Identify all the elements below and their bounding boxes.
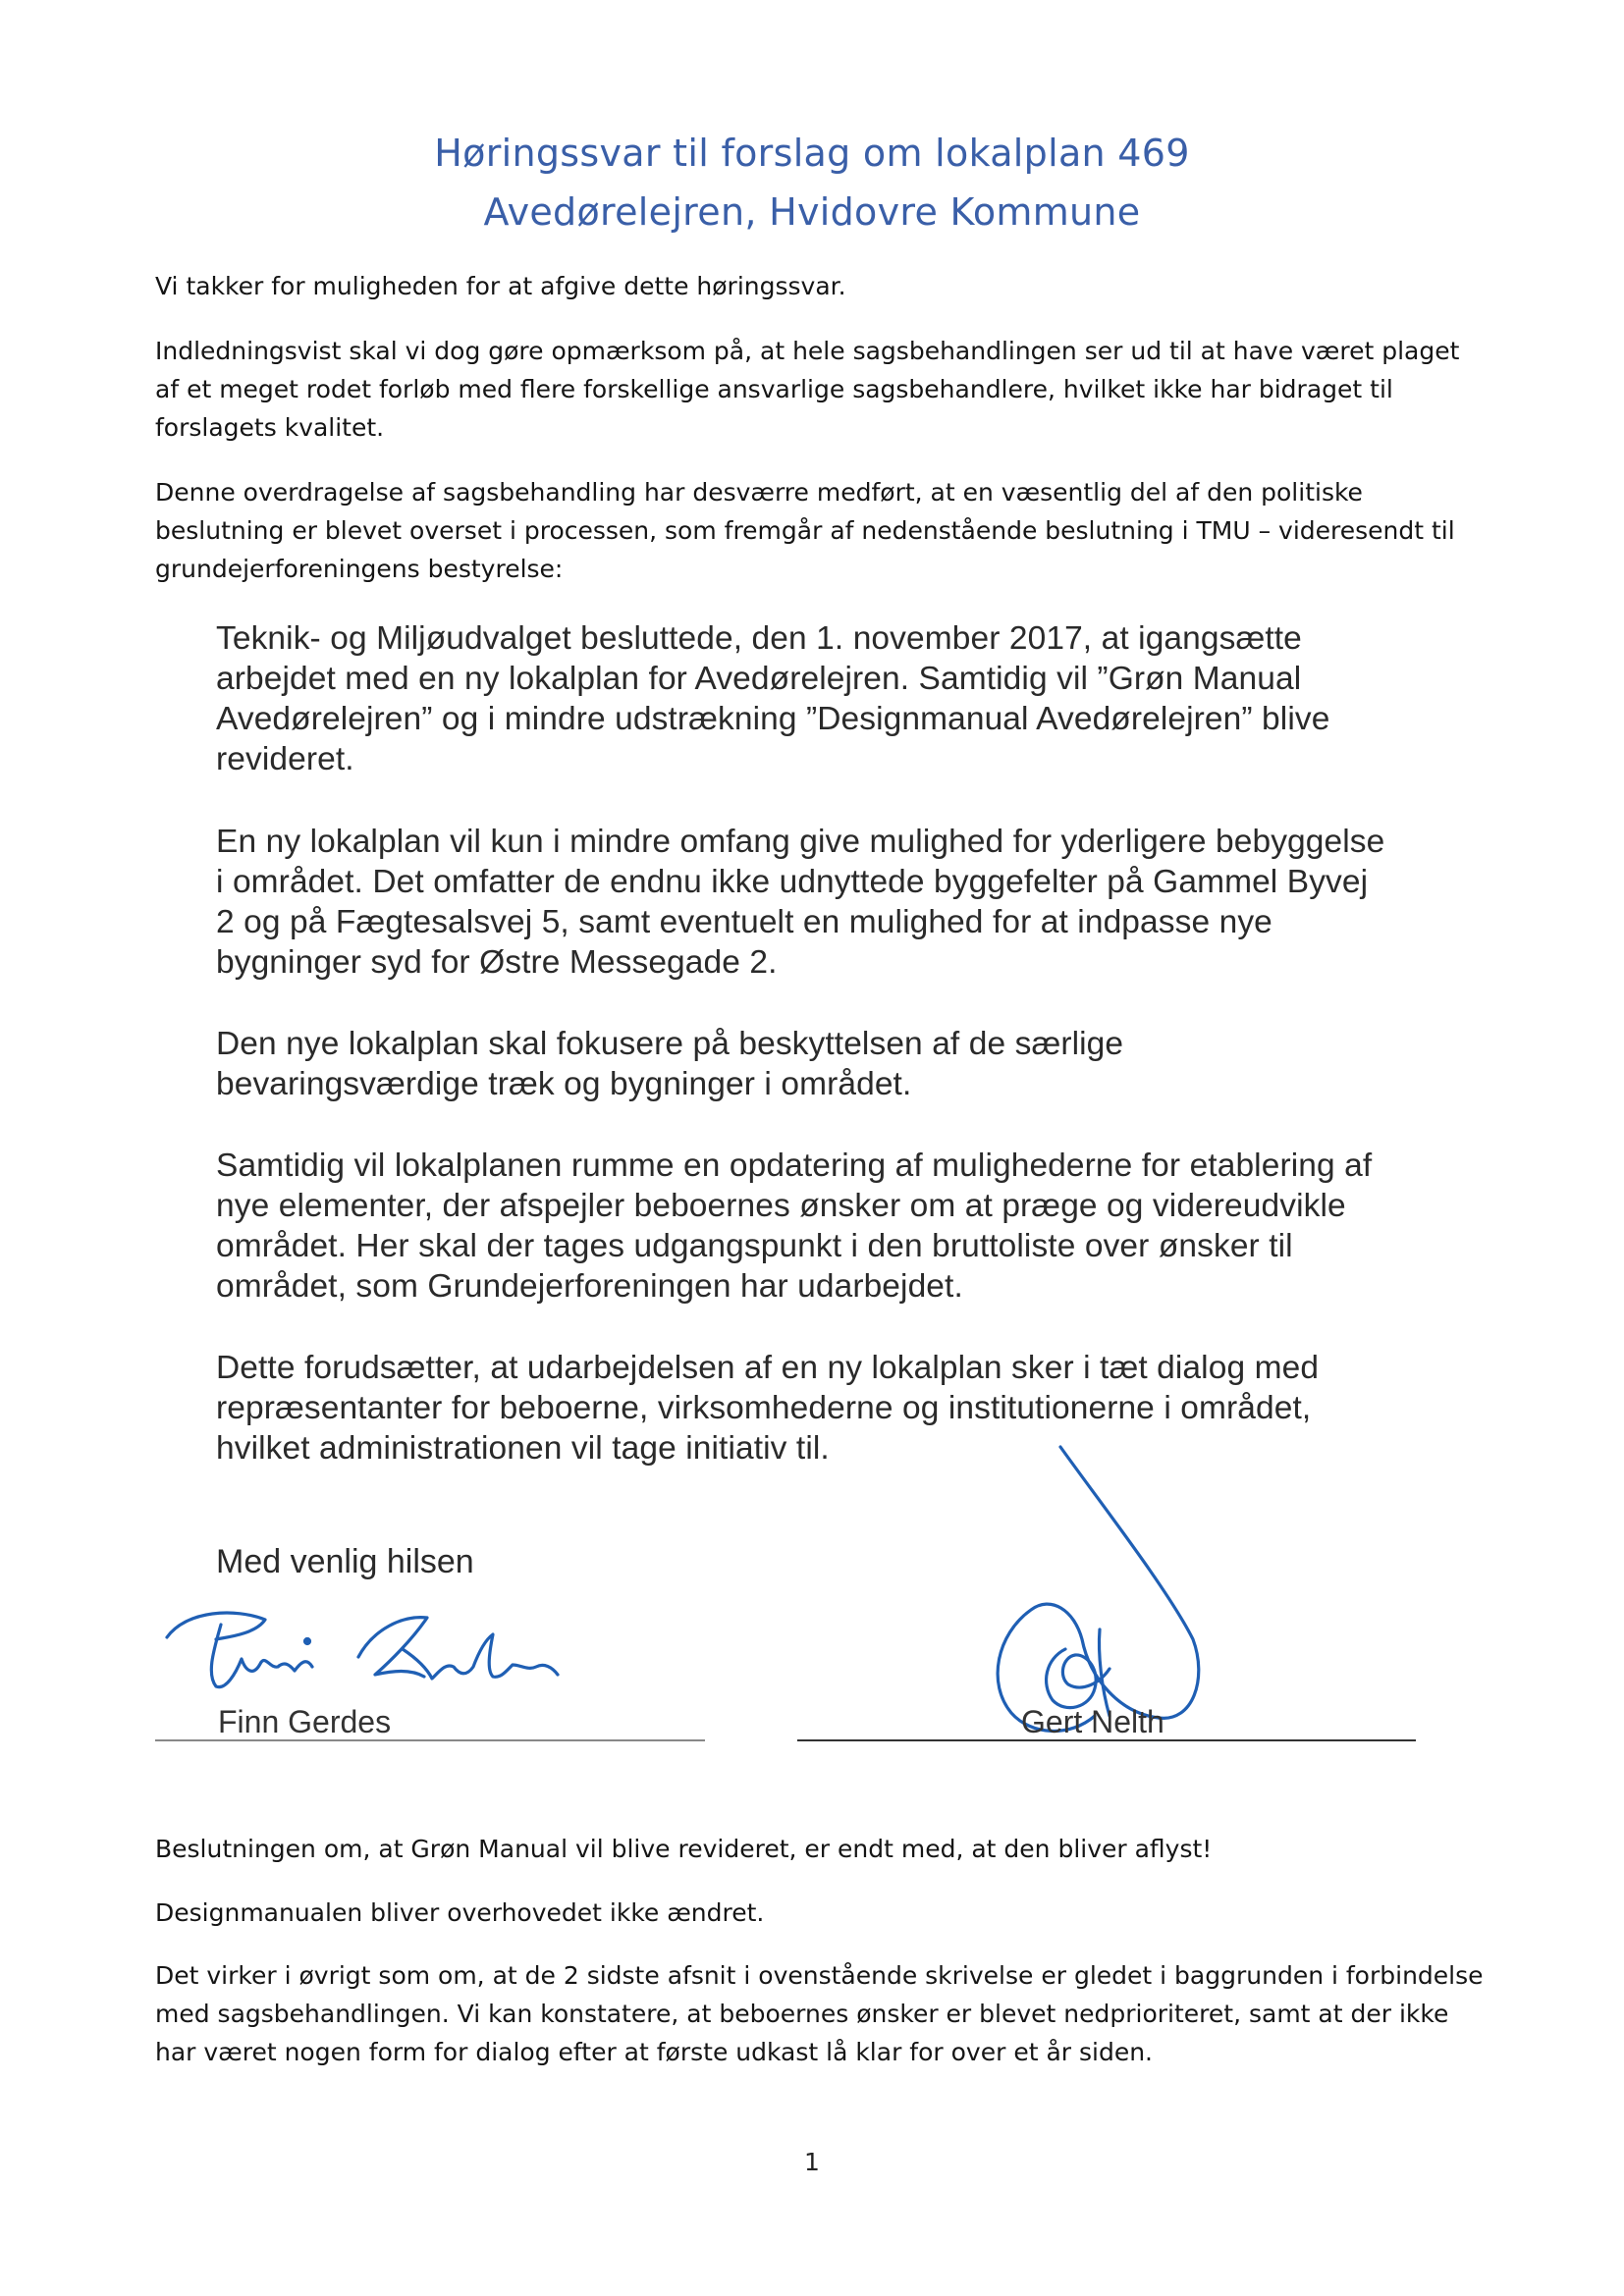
followup-paragraph-2: Designmanualen bliver overhovedet ikke ændret.: [155, 1898, 765, 1927]
intro-paragraph-1: Vi takker for muligheden for at afgive dette høringssvar.: [155, 272, 846, 300]
followup-paragraph-1: Beslutningen om, at Grøn Manual vil blive revideret, er endt med, at den bliver aflyst!: [155, 1835, 1213, 1863]
page-number: 1: [804, 2148, 820, 2176]
signature-line-right: [797, 1739, 1416, 1741]
quoted-paragraph-3: Den nye lokalplan skal fokusere på beskyttelsen af de særlige bevaringsværdige træk og bygninger i området.: [216, 1026, 1124, 1102]
signature-gert-nelth: [972, 1443, 1227, 1747]
quoted-paragraph-5: Dette forudsætter, at udarbejdelsen af en ny lokalplan sker i tæt dialog med repræsentanter for beboerne, virksomhederne og institutionerne i området, hvilket administrationen vil tage initiativ til.: [216, 1350, 1320, 1467]
intro-paragraph-2: Indledningsvist skal vi dog gøre opmærksom på, at hele sagsbehandlingen ser ud til at have været plaget af et meget rodet forløb med flere forskellige ansvarlige sagsbehandlere, hvilket ikke har bidraget til forslagets kvalitet.: [155, 337, 1460, 442]
intro-paragraph-3: Denne overdragelse af sagsbehandling har desværre medført, at en væsentlig del af den politiske beslutning er blevet overset i processen, som fremgår af nedenstående beslutning i TMU – videresendt til grundejerforeningens bestyrelse:: [155, 478, 1455, 583]
document-title-line-2: Avedørelejren, Hvidovre Kommune: [483, 190, 1141, 234]
quoted-paragraph-2: En ny lokalplan vil kun i mindre omfang give mulighed for yderligere bebyggelse i området. Det omfatter de endnu ikke udnyttede byggefelter på Gammel Byvej 2 og på Fægtesalsvej 5, samt eventuelt en mulighed for at indpasse nye bygninger syd for Østre Messegade 2.: [216, 824, 1385, 981]
document-title-line-1: Høringssvar til forslag om lokalplan 469: [434, 132, 1190, 175]
quoted-paragraph-4: Samtidig vil lokalplanen rumme en opdatering af mulighederne for etablering af nye elementer, der afspejler beboernes ønsker om at præge og videreudvikle området. Her skal der tages udgangspunkt i den bruttoliste over ønsker til området, som Grundejerforeningen har udarbejdet.: [216, 1148, 1373, 1305]
followup-paragraph-3: Det virker i øvrigt som om, at de 2 sidste afsnit i ovenstående skrivelse er gledet i baggrunden i forbindelse med sagsbehandlingen. Vi kan konstatere, at beboernes ønsker er blevet nedprioriteret, samt at der ikke har været nogen form for dialog efter at første udkast lå klar for over et år siden.: [155, 1961, 1484, 2066]
letter-greeting: Med venlig hilsen: [216, 1543, 474, 1580]
signatory-right-name: Gert Nelth: [1021, 1704, 1164, 1739]
signatory-left-name: Finn Gerdes: [218, 1704, 392, 1739]
signature-line-left: [155, 1739, 705, 1741]
signature-finn-gerdes: [147, 1580, 579, 1708]
quoted-paragraph-1: Teknik- og Miljøudvalget besluttede, den 1. november 2017, at igangsætte arbejdet med en ny lokalplan for Avedørelejren. Samtidig vil ”Grøn Manual Avedørelejren” og i mindre udstrækning ”Designmanual Avedørelejren” blive revideret.: [216, 620, 1330, 777]
